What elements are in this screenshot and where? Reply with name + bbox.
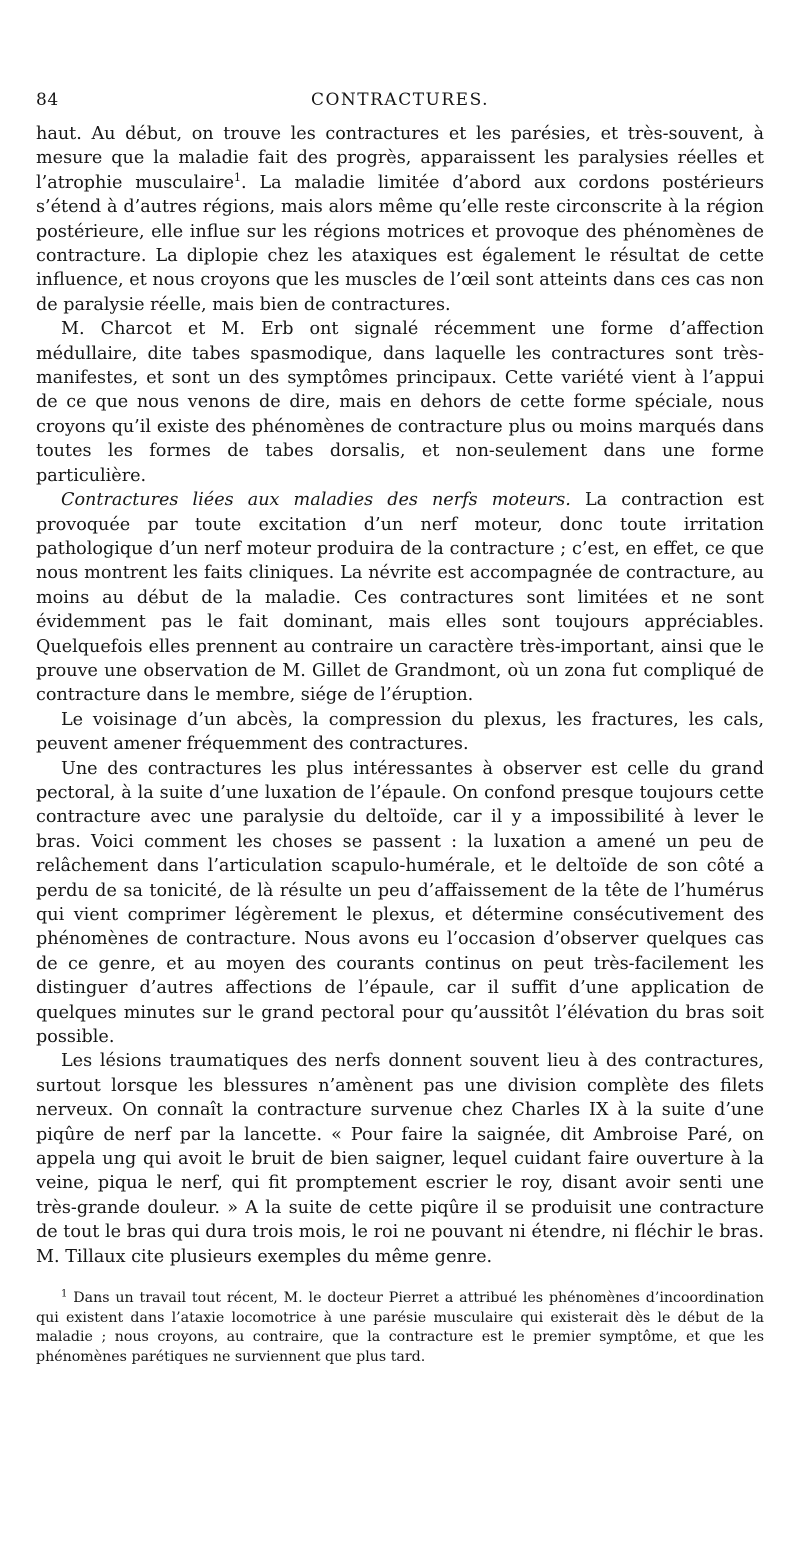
paragraph-5: Une des contractures les plus intéressantes à observer est celle du grand pectoral, à la suite d’une luxation de l’épaule. On confond presque toujours cette contracture avec une paralysie du deltoïde, car il y a impossibilité à lever le bras. Voici comment les choses se passent : la luxation a amené un peu de relâchement dans l’articulation scapulo-humérale, et le deltoïde de son côté a perdu de sa tonicité, de là résulte un peu d’affaissement de la tête de l’humérus qui vient comprimer légèrement le plexus, et détermine consécutivement des phénomènes de contracture. Nous avons eu l’occasion d’observer quelques cas de ce genre, et au moyen des courants continus on peut très-facilement les distinguer d’autres affections de l’épaule, car il suffit d’une application de quelques minutes sur le grand pectoral pour qu’aussitôt l’élévation du bras soit possible. xyxy=(36,758,764,1048)
book-page xyxy=(36,90,764,1367)
body-text xyxy=(36,122,764,1269)
paragraph-2: M. Charcot et M. Erb ont signalé récemment une forme d’affection médullaire, dite tabes spasmodique, dans laquelle les contractures sont très-manifestes, et sont un des symptômes principaux. Cette variété vient à l’appui de ce que nous venons de dire, mais en dehors de cette forme spéciale, nous croyons qu’il existe des phénomènes de contracture plus ou moins marqués dans toutes les formes de tabes dorsalis, et non-seulement dans une forme particulière. xyxy=(36,319,764,486)
paragraph-3 xyxy=(36,488,764,708)
running-title: CONTRACTURES. xyxy=(310,90,490,110)
footnote-text: Dans un travail tout récent, M. le docteur Pierret a attribué les phénomènes d’incoordination qui existent dans l’ataxie locomotrice à une parésie musculaire qui existerait dès le début de la maladie ; nous croyons, au contraire, que la contracture est le premier symptôme, et que les phénomènes parétiques ne surviennent que plus tard. xyxy=(36,1290,764,1365)
footnotes xyxy=(36,1289,764,1367)
paragraph-3-text: La contraction est provoquée par toute excitation d’un nerf moteur, donc toute irritation pathologique d’un nerf moteur produira de la contracture ; c’est, en effet, ce que nous montrent les faits cliniques. La névrite est accompagnée de contracture, au moins au début de la maladie. Ces contractures sont limitées et ne sont évidemment pas le fait dominant, mais elles sont toujours appréciables. Quelquefois elles prennent au contraire un caractère très-important, ainsi que le prouve une observation de M. Gillet de Grandmont, où un zona fut compliqué de contracture dans le membre, siége de l’éruption. xyxy=(36,490,764,706)
paragraph-1 xyxy=(36,122,764,317)
section-heading-italic: Contractures liées aux maladies des nerfs moteurs. xyxy=(61,490,571,511)
running-head xyxy=(36,90,764,122)
footnote-reference: 1 xyxy=(234,170,242,184)
page-number: 84 xyxy=(36,90,59,110)
footnote-1 xyxy=(36,1289,764,1367)
paragraph-1-continuation: . La maladie limitée d’abord aux cordons postérieurs s’étend à d’autres régions, mais alors même qu’elle reste circonscrite à la région postérieure, elle influe sur les régions motrices et provoque des phénomènes de contracture. La diplopie chez les ataxiques est également le résultat de cette influence, et nous croyons que les muscles de l’œil sont atteints dans ces cas non de paralysie réelle, mais bien de contractures. xyxy=(36,172,764,315)
footnote-mark: 1 xyxy=(61,1288,68,1300)
paragraph-4: Le voisinage d’un abcès, la compression du plexus, les fractures, les cals, peuvent amener fréquemment des contractures. xyxy=(36,709,764,755)
paragraph-6: Les lésions traumatiques des nerfs donnent souvent lieu à des contractures, surtout lorsque les blessures n’amènent pas une division complète des filets nerveux. On connaît la contracture survenue chez Charles IX à la suite d’une piqûre de nerf par la lancette. « Pour faire la saignée, dit Ambroise Paré, on appela ung qui avoit le bruit de bien saigner, lequel cuidant faire ouverture à la veine, piqua le nerf, qui fit promptement escrier le roy, disant avoir senti une très-grande douleur. » A la suite de cette piqûre il se produisit une contracture de tout le bras qui dura trois mois, le roi ne pouvant ni étendre, ni fléchir le bras. M. Tillaux cite plusieurs exemples du même genre. xyxy=(36,1051,764,1267)
paragraph-1-text: haut. Au début, on trouve les contractures et les parésies, et très-souvent, à mesure que la maladie fait des progrès, apparaissent les paralysies réelles et l’atrophie musculaire xyxy=(36,124,764,193)
